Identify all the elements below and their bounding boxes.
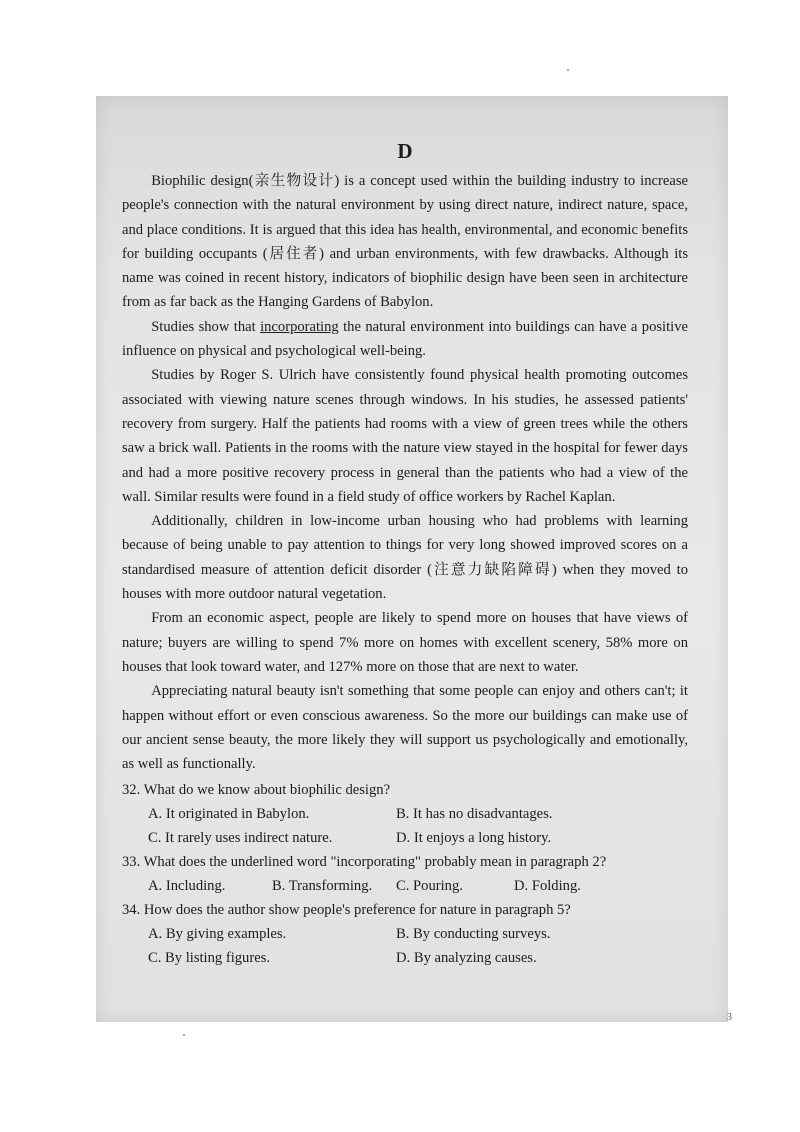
option-a: A. It originated in Babylon. (148, 806, 310, 823)
question-34: 34. How does the author show people's preference for nature in paragraph 5? (122, 902, 571, 919)
dust-speck (183, 1034, 185, 1036)
underlined-word: incorporating (260, 318, 339, 335)
questions (122, 778, 688, 970)
option-b: B. By conducting surveys. (396, 926, 551, 943)
option-d: D. Folding. (514, 878, 581, 895)
option-a: A. By giving examples. (148, 926, 287, 943)
paragraph-4: Additionally, children in low-income urban housing who had problems with learning because of being unable to pay attention to things for very long showed improved scores on a standardised measure of attention deficit disorder (注意力缺陷障碍) when they moved to houses with more outdoor natural vegetation. (122, 513, 688, 603)
paragraph-2-start: Studies show that (151, 318, 261, 335)
option-c: C. Pouring. (396, 878, 463, 895)
page-number: 3 (727, 1012, 732, 1023)
paragraph-2-end: the natural environment into buildings can have a positive influence on physical and psychological well-being. (122, 318, 688, 360)
question-33-options (122, 874, 688, 898)
question-32: 32. What do we know about biophilic design? (122, 782, 391, 799)
dust-speck (567, 69, 569, 71)
question-32-options (122, 802, 688, 850)
paragraph-6: Appreciating natural beauty isn't something that some people can enjoy and others can't; it happen without effort or even conscious awareness. So the more our buildings can make use of our ancient sense beauty, the more likely they will support us psychologically and emotionally, as well as functionally. (122, 683, 688, 773)
option-a: A. Including. (148, 878, 226, 895)
paragraph-2 (122, 315, 688, 364)
option-b: B. It has no disadvantages. (396, 806, 553, 823)
option-d: D. It enjoys a long history. (396, 830, 552, 847)
paragraph-5: From an economic aspect, people are likely to spend more on houses that have views of nature; buyers are willing to spend 7% more on homes with excellent scenery, 58% more on houses that look toward water, and 127% more on those that are next to water. (122, 610, 688, 675)
option-b: B. Transforming. (272, 878, 373, 895)
option-c: C. By listing figures. (148, 950, 271, 967)
question-33: 33. What does the underlined word "incorporating" probably mean in paragraph 2? (122, 854, 607, 871)
passage-letter: D (397, 139, 413, 163)
reading-section (122, 138, 688, 970)
paragraph-3: Studies by Roger S. Ulrich have consistently found physical health promoting outcomes associated with viewing nature scenes through windows. In his studies, he assessed patients' recovery from surgery. Half the patients had rooms with a view of green trees while the others saw a brick wall. Patients in the rooms with the nature view stayed in the hospital for fewer days and had a more positive recovery process in general than the patients who had a view of the wall. Similar results were found in a field study of office workers by Rachel Kaplan. (122, 367, 688, 505)
paragraph-1: Biophilic design(亲生物设计) is a concept used within the building industry to increase people's connection with the natural environment by using direct nature, indirect nature, space, and place conditions. It is argued that this idea has health, environmental, and economic benefits for building occupants (居住者) and urban environments, with few drawbacks. Although its name was coined in recent history, indicators of biophilic design have been seen in architecture from as far back as the Hanging Gardens of Babylon. (122, 173, 688, 311)
option-c: C. It rarely uses indirect nature. (148, 830, 333, 847)
question-34-options (122, 922, 688, 970)
option-d: D. By analyzing causes. (396, 950, 537, 967)
